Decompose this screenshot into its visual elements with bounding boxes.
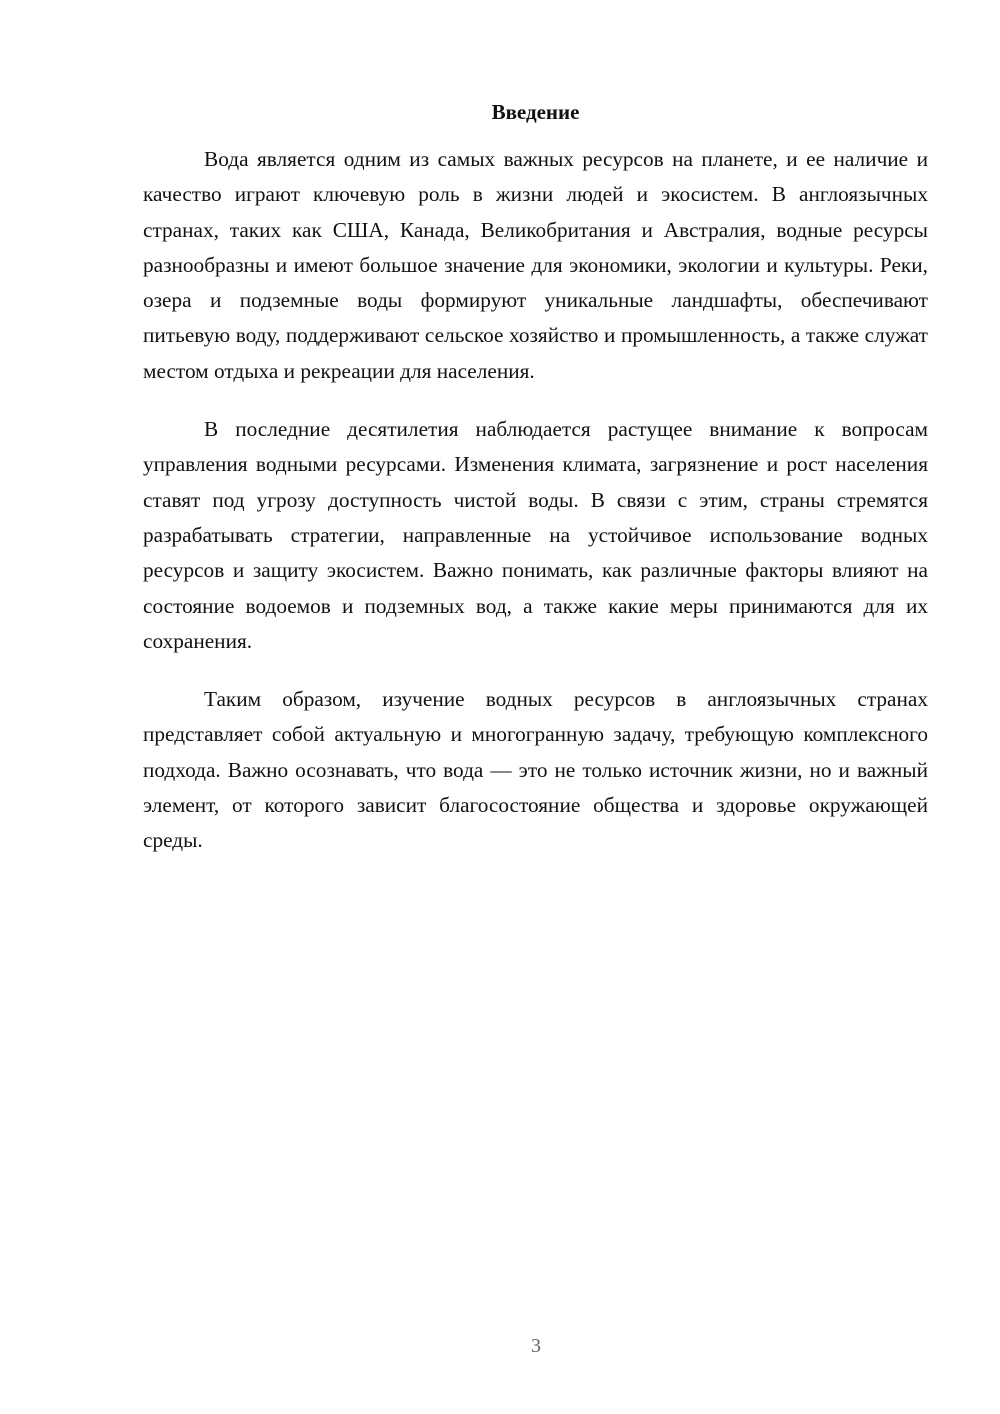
paragraph-management: В последние десятилетия наблюдается растущее внимание к вопросам управления водными ресурсами. Изменения климата, загрязнение и рост населения ставят под угрозу доступность чистой воды. В связи с этим, страны стремятся разрабатывать стратегии, направленные на устойчивое использование водных ресурсов и защиту экосистем. Важно понимать, как различные факторы влияют на состояние водоемов и подземных вод, а также какие меры принимаются для их сохранения. bbox=[143, 417, 928, 653]
section-heading: Введение bbox=[491, 100, 580, 124]
paragraph-conclusion: Таким образом, изучение водных ресурсов в англоязычных странах представляет собой актуальную и многогранную задачу, требующую комплексного подхода. Важно осознавать, что вода — это не только источник жизни, но и важный элемент, от которого зависит благосостояние общества и здоровье окружающей среды. bbox=[143, 687, 928, 853]
page-number: 3 bbox=[531, 1335, 541, 1357]
body-text bbox=[143, 142, 928, 882]
paragraph-intro: Вода является одним из самых важных ресурсов на планете, и ее наличие и качество играют ключевую роль в жизни людей и экосистем. В англоязычных странах, таких как США, Канада, Великобритания и Австралия, водные ресурсы разнообразны и имеют большое значение для экономики, экологии и культуры. Реки, озера и подземные воды формируют уникальные ландшафты, обеспечивают питьевую воду, поддерживают сельское хозяйство и промышленность, а также служат местом отдыха и рекреации для населения. bbox=[143, 147, 928, 383]
